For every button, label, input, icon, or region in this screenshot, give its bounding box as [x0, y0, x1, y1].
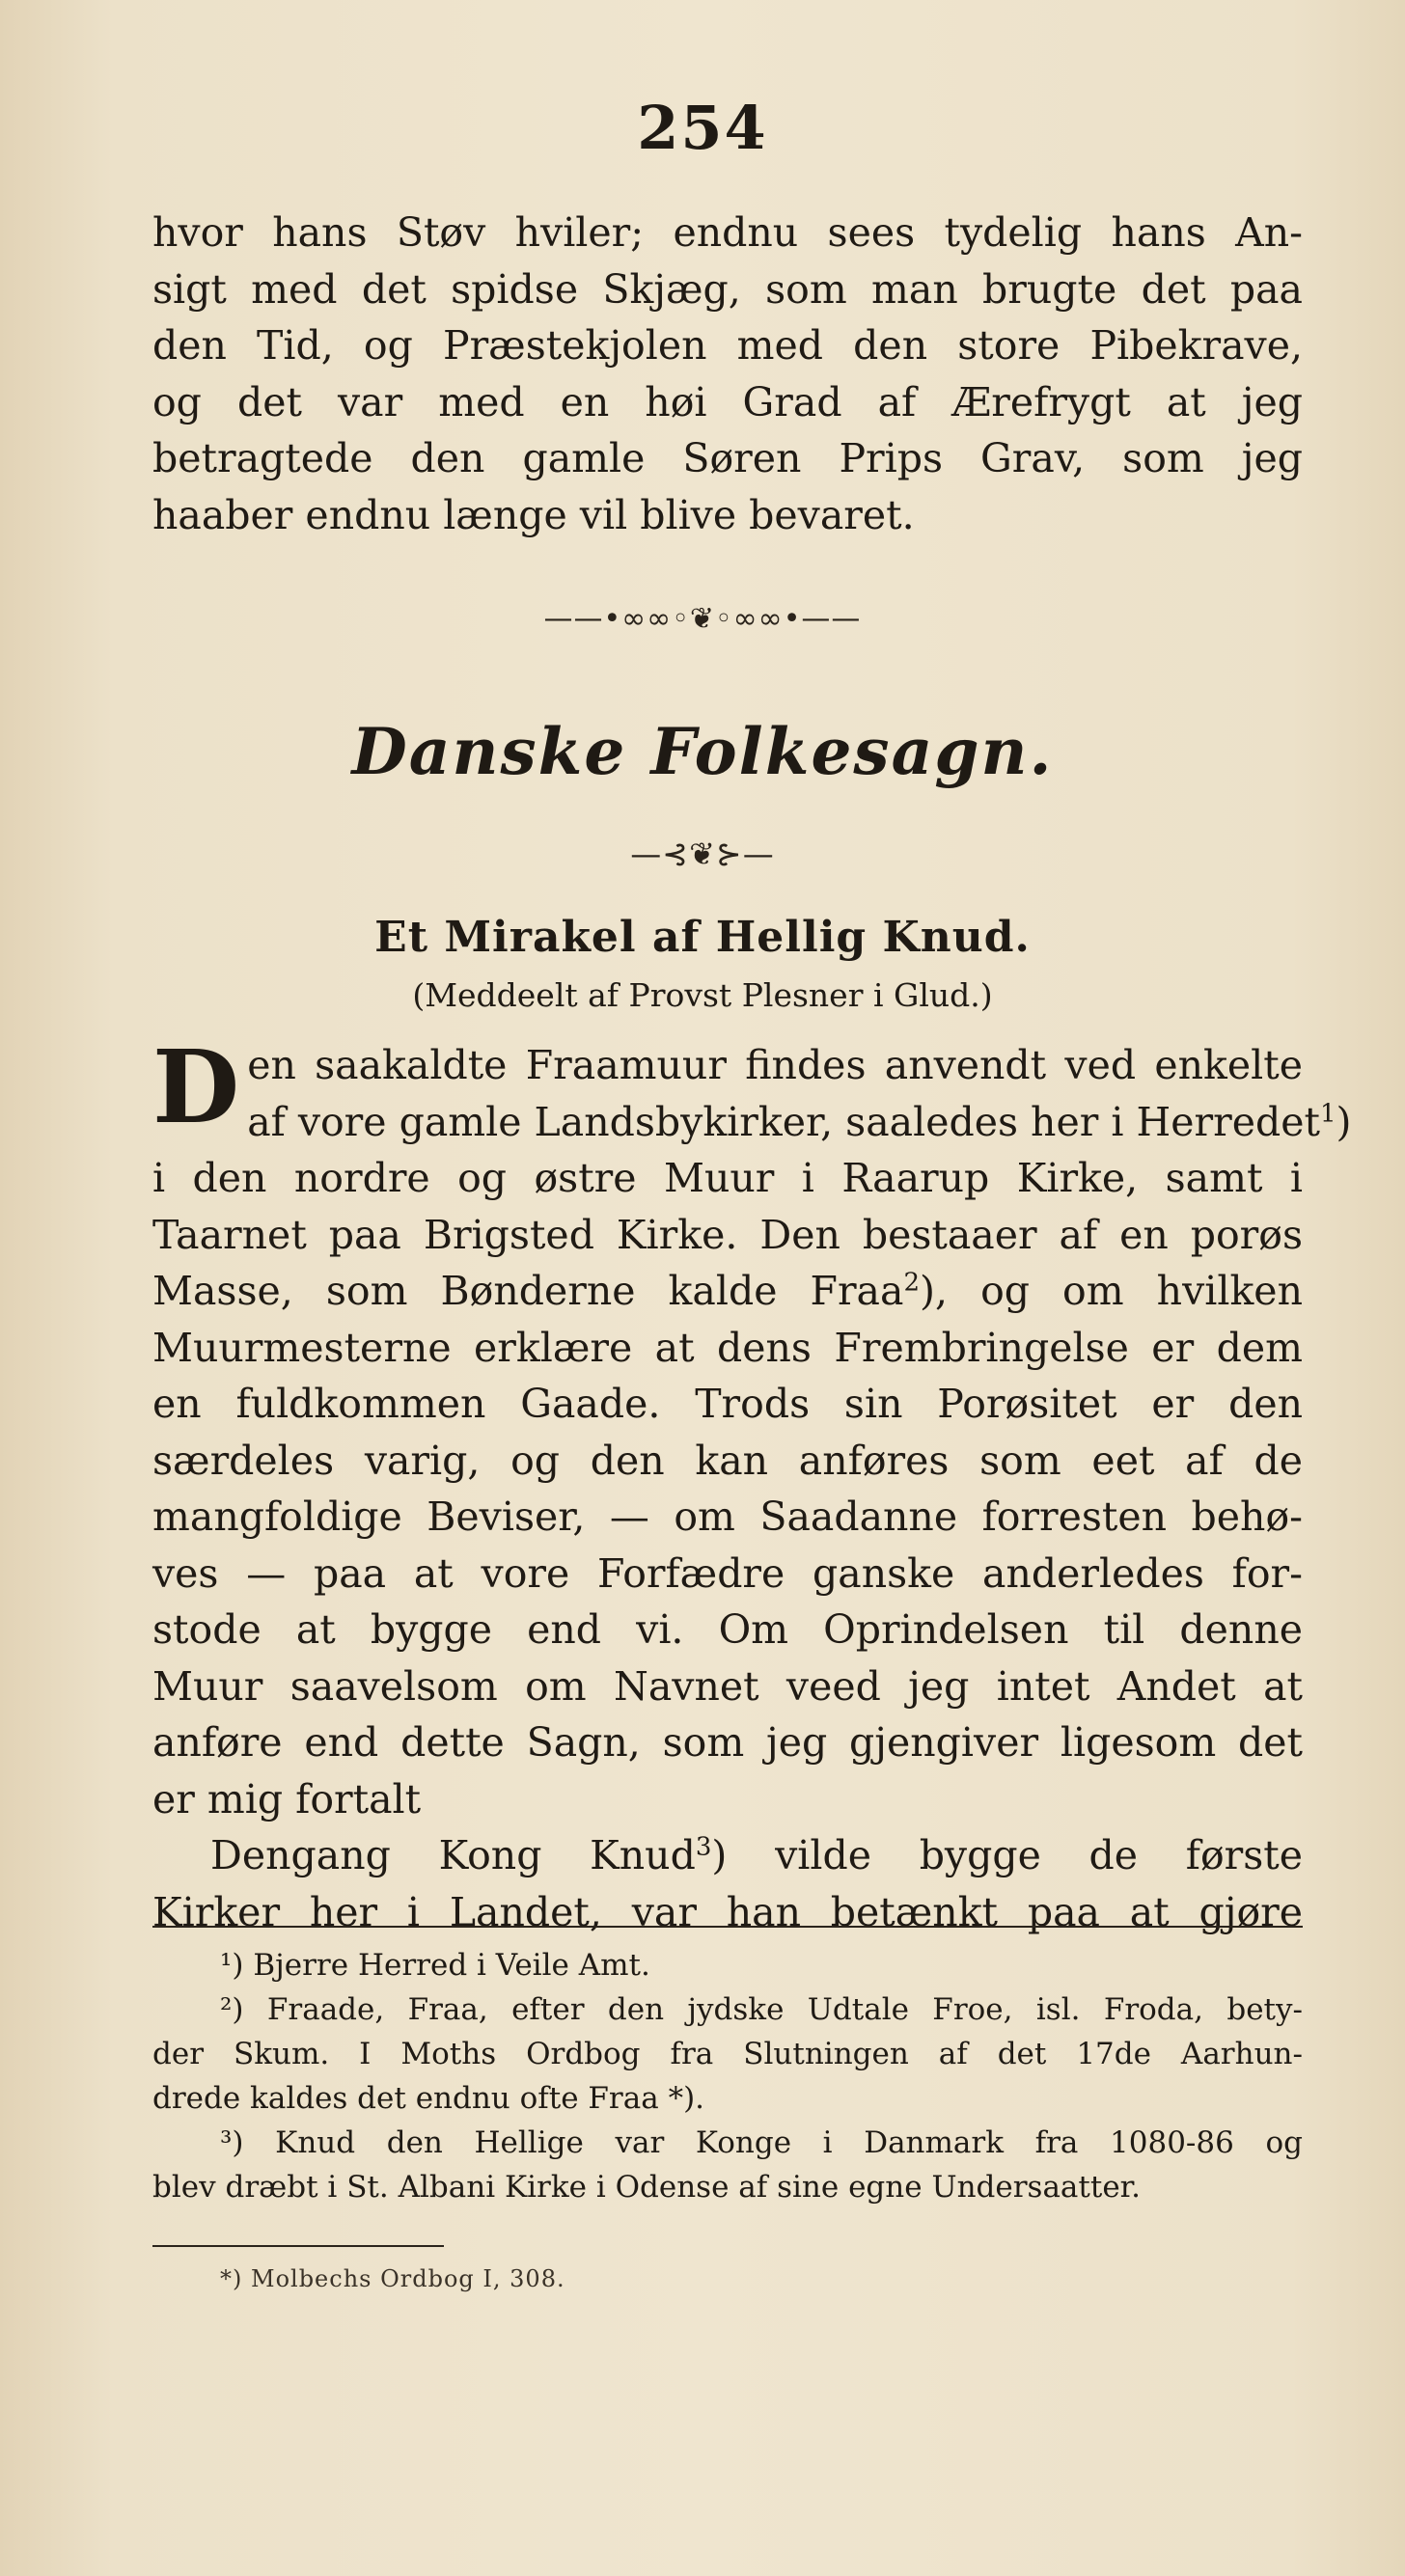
text-line: en saakaldte Fraamuur findes anvendt ved enkelte	[247, 1042, 1303, 1088]
intro-paragraph	[152, 205, 1303, 543]
drop-cap: D	[152, 1028, 240, 1146]
footnote-separator	[152, 1926, 1303, 1928]
text-line: særdeles varig, og den kan anføres som eet af de	[152, 1437, 1303, 1484]
heading-ornament: —⊰❦⊱—	[630, 836, 775, 872]
text-line: hvor hans Støv hviler; endnu sees tydelig hans An-	[152, 209, 1303, 256]
line-text: ), og om hvilken	[920, 1268, 1303, 1314]
text-line	[152, 1094, 1352, 1151]
line-text: Dengang Kong Knud	[210, 1832, 696, 1878]
text-line: Muur saavelsom om Navnet veed jeg intet Andet at	[152, 1662, 1303, 1710]
text-line: den Tid, og Præstekjolen med den store Pibekrave,	[152, 322, 1303, 369]
text-line: ves — paa at vore Forfædre ganske anderledes for-	[152, 1549, 1303, 1597]
text-line: haaber endnu længe vil blive bevaret.	[152, 491, 915, 538]
text-line: Taarnet paa Brigsted Kirke. Den bestaaer af en porøs	[152, 1211, 1303, 1258]
section-heading: Danske Folkesagn.	[351, 714, 1054, 789]
text-line: mangfoldige Beviser, — om Saadanne forresten behø-	[152, 1494, 1303, 1540]
footnote-2: ²) Fraade, Fraa, efter den jydske Udtale Froe, isl. Froda, bety-	[220, 1992, 1303, 2027]
footnote-ref: 3	[695, 1832, 712, 1862]
line-text: ) vilde bygge de første	[711, 1832, 1304, 1878]
text-line: Kirker her i Landet, var han betænkt paa at gjøre	[152, 1888, 1303, 1935]
text-line: anføre end dette Sagn, som jeg gjengiver ligesom det	[152, 1719, 1303, 1766]
text-line: en fuldkommen Gaade. Trods sin Porøsitet er den	[152, 1381, 1303, 1427]
line-text: Masse, som Bønderne kalde Fraa	[152, 1268, 904, 1314]
text-line: er mig fortalt	[152, 1775, 422, 1822]
footnote-ref: 1	[1319, 1098, 1336, 1128]
story-attribution: (Meddeelt af Provst Plesner i Glud.)	[412, 976, 993, 1014]
text-line	[152, 1827, 1303, 1884]
story-title: Et Mirakel af Hellig Knud.	[374, 913, 1031, 962]
text-line: stode at bygge end vi. Om Oprindelsen til denne	[152, 1606, 1303, 1653]
line-text: af vore gamle Landsbykirker, saaledes her i Herredet	[247, 1098, 1320, 1145]
footnotes	[152, 1943, 1303, 2209]
story-body	[152, 1028, 1352, 1940]
subnote-separator	[152, 2245, 444, 2247]
sub-footnote: *) Molbechs Ordbog I, 308.	[220, 2265, 565, 2292]
text-line	[152, 1263, 1303, 1320]
text-line: betragtede den gamle Søren Prips Grav, som jeg	[152, 435, 1303, 481]
footnote-2-cont: der Skum. I Moths Ordbog fra Slutningen af det 17de Aarhun-	[152, 2037, 1303, 2071]
footnote-3-cont: blev dræbt i St. Albani Kirke i Odense af sine egne Undersaatter.	[152, 2170, 1141, 2205]
text-line: i den nordre og østre Muur i Raarup Kirke, samt i	[152, 1155, 1303, 1201]
text-line: og det var med en høi Grad af Ærefrygt at jeg	[152, 378, 1303, 425]
text-line: sigt med det spidse Skjæg, som man brugte det paa	[152, 265, 1303, 313]
footnote-ref: 2	[903, 1268, 920, 1298]
divider-ornament: ——•∞∞◦❦◦∞∞•——	[543, 602, 862, 636]
text-line: Muurmesterne erklære at dens Frembringelse er dem	[152, 1324, 1303, 1371]
page-number: 254	[637, 93, 768, 163]
footnote-1: ¹) Bjerre Herred i Veile Amt.	[220, 1948, 650, 1983]
footnote-2-cont: drede kaldes det endnu ofte Fraa *).	[152, 2081, 705, 2116]
line-text: )	[1336, 1098, 1352, 1145]
footnote-3: ³) Knud den Hellige var Konge i Danmark fra 1080-86 og	[220, 2125, 1303, 2160]
